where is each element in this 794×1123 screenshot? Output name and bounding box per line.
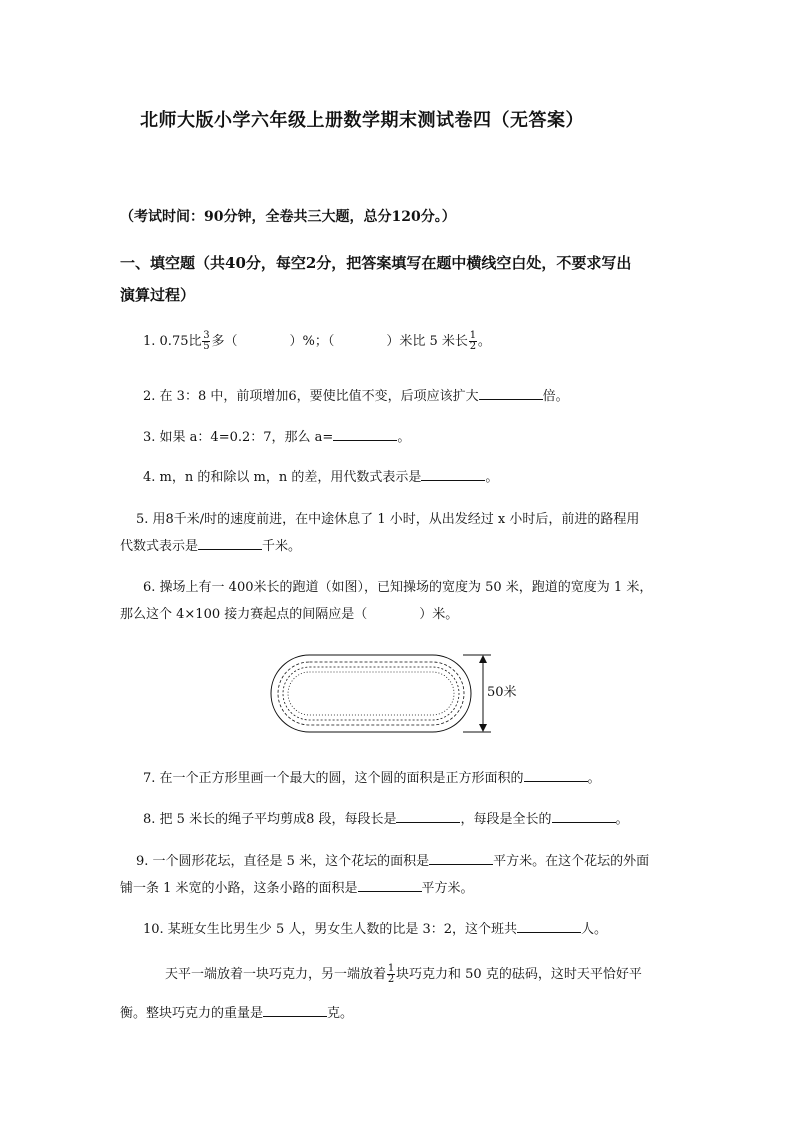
q2-text-a: 2. 在 3：8 中，前项增加6，要使比值不变，后项应该扩大 [143,389,479,404]
q8-text-c: 。 [615,812,629,827]
q1-text-a: 1. 0.75比 [143,334,202,349]
q3-text-a: 3. 如果 a：4=0.2：7，那么 a= [143,430,334,445]
section-heading-line1: 一、填空题（共40分，每空2分，把答案填写在题中横线空白处，不要求写出 [120,254,632,272]
q9-text-b: 平方米。在这个花坛的外面 [493,854,650,869]
q10-text-a: 10. 某班女生比男生少 5 人，男女生人数的比是 3：2，这个班共 [143,922,518,937]
question-4 [143,466,498,485]
q3-text-b: 。 [397,430,411,445]
answer-blank[interactable] [263,1004,327,1017]
q11-fraction [387,964,395,985]
page-title: 北师大版小学六年级上册数学期末测试卷四（无答案） [140,110,584,131]
question-8 [143,808,629,827]
q5-text-a: 代数式表示是 [120,539,199,554]
q8-text-a: 8. 把 5 米长的绳子平均剪成8 段，每段长是 [143,812,397,827]
question-1 [143,330,491,352]
q1-text-c: 。 [477,334,491,349]
question-3 [143,426,410,445]
question-11-line1 [165,963,642,985]
question-11-line2 [120,1002,353,1021]
answer-blank[interactable] [479,387,543,400]
q7-text-a: 7. 在一个正方形里画一个最大的圆，这个圆的面积是正方形面积的 [143,771,524,786]
answer-blank[interactable] [396,810,460,823]
q7-text-b: 。 [587,771,601,786]
q5-text-b: 千米。 [262,539,302,554]
q1-frac1-numerator: 3 [203,330,210,341]
exam-note: （考试时间：90分钟，全卷共三大题，总分120分。） [120,209,456,225]
q1-text-b: 多（ ）%；（ ）米比 5 米长 [211,334,468,349]
q11-frac-denominator: 2 [387,974,395,985]
track-figure [265,650,555,735]
answer-blank[interactable] [198,537,262,550]
q2-text-b: 倍。 [542,389,569,404]
question-6-line1: 6. 操场上有一 400米长的跑道（如图），已知操场的宽度为 50 米，跑道的宽度为 1 米， [143,580,653,595]
q9-text-d: 平方米。 [421,881,474,896]
q9-text-c: 铺一条 1 米宽的小路，这条小路的面积是 [120,881,358,896]
q9-text-a: 9. 一个圆形花坛，直径是 5 米，这个花坛的面积是 [136,854,430,869]
q1-frac1-denominator: 5 [203,341,210,352]
answer-blank[interactable] [333,428,397,441]
q1-fraction-2 [469,331,477,352]
question-6-line2: 那么这个 4×100 接力赛起点的间隔应是（ ）米。 [120,607,459,622]
q11-frac-numerator: 1 [387,963,395,974]
q4-text-a: 4. m，n 的和除以 m，n 的差，用代数式表示是 [143,470,422,485]
answer-blank[interactable] [517,920,581,933]
answer-blank[interactable] [421,468,485,481]
question-10 [143,918,607,937]
q1-frac2-numerator: 1 [469,330,477,341]
q10-text-b: 人。 [581,922,608,937]
question-7 [143,767,601,786]
answer-blank[interactable] [552,810,616,823]
q1-frac2-denominator: 2 [469,341,477,352]
q11-text-a: 天平一端放着一块巧克力，另一端放着 [165,967,387,982]
width-label: 50米 [487,685,517,700]
answer-blank[interactable] [524,769,588,782]
question-9-line2 [120,877,474,896]
question-5-line1: 5. 用8千米/时的速度前进，在中途休息了 1 小时，从出发经过 x 小时后，前进的路程用 [136,512,640,527]
q4-text-b: 。 [485,470,499,485]
answer-blank[interactable] [429,852,493,865]
section-heading-line2: 演算过程） [120,286,196,304]
q11-text-b: 块巧克力和 50 克的砝码，这时天平恰好平 [396,967,642,982]
q1-fraction-1 [202,331,210,352]
q11-text-c: 衡。整块巧克力的重量是 [120,1006,264,1021]
question-2 [143,385,569,404]
q8-text-b: ，每段是全长的 [460,812,552,827]
question-9-line1 [136,850,649,869]
answer-blank[interactable] [358,879,422,892]
question-5-line2 [120,535,301,554]
q11-text-d: 克。 [327,1006,354,1021]
